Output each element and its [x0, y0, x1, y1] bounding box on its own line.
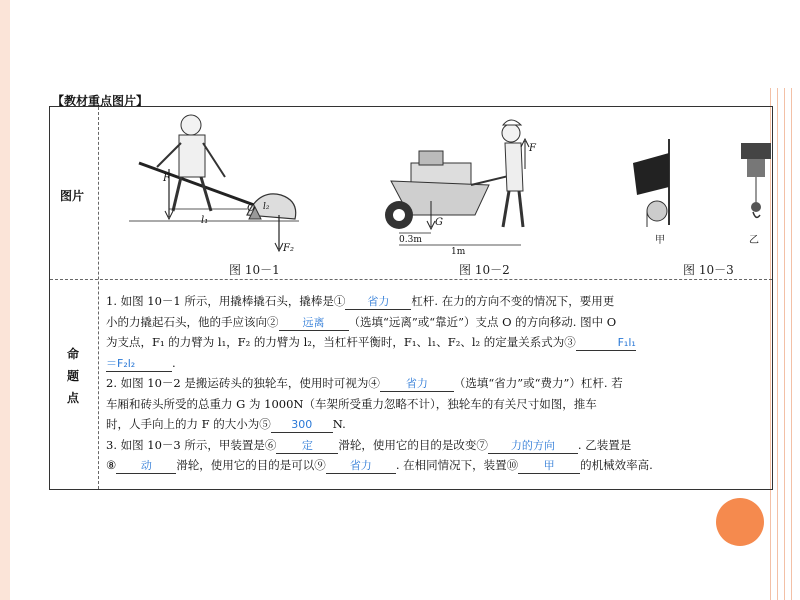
figure-3-caption: 图 10－3: [683, 263, 734, 277]
content-table: [49, 106, 773, 490]
q1-line2: 小的力撬起石头，他的手应该向② 远离 （选填“远离”或“靠近”）支点 O 的方向移动. 图中 O: [106, 314, 617, 329]
answer-5: 300: [271, 417, 333, 433]
q2-line2: 车厢和砖头所受的总重力 G 为 1000N（车架所受重力忽略不计），独轮车的有关尺寸如图，推车: [106, 396, 597, 411]
q2-line3: 时，人手向上的力 F 的大小为⑤ 300 N.: [106, 417, 346, 431]
row-divider: [50, 279, 772, 280]
slide-top-blank: [765, 0, 800, 88]
fig3-label-jia: 甲: [655, 235, 665, 246]
figure-wheelbarrow: [371, 111, 551, 257]
answer-8: 动: [116, 458, 176, 474]
figure-row: [99, 107, 772, 279]
q3-line1: 3. 如图 10－3 所示，甲装置是⑥ 定 滑轮，使用它的目的是改变⑦ 力的方向 . 乙装置是: [106, 437, 632, 452]
answer-9: 省力: [326, 458, 396, 474]
q1-line3: 为支点，F₁ 的力臂为 l₁，F₂ 的力臂为 l₂，当杠杆平衡时，F₁、l₁、F₂、l₂ 的定量关系式为③ F₁l₁: [106, 335, 636, 349]
fig3-label-yi: 乙: [749, 235, 759, 246]
row-label-points: 命 题 点: [66, 347, 79, 405]
right-decor-line: [784, 0, 785, 600]
fig2-label-f: F: [529, 143, 536, 154]
answer-7: 力的方向: [488, 438, 578, 454]
question-points: [106, 291, 766, 476]
q3-line2: ⑧ 动 滑轮，使用它的目的是可以⑨ 省力 . 在相同情况下，装置⑩ 甲 的机械效率高.: [106, 458, 653, 472]
fig1-label-l2: l₂: [263, 202, 270, 212]
fig1-label-f1: F: [163, 173, 170, 184]
answer-10: 甲: [518, 458, 580, 474]
left-decor-band: [0, 0, 10, 600]
answer-6: 定: [276, 438, 338, 454]
decor-orange-circle: [716, 498, 764, 546]
fig2-label-g: G: [435, 217, 443, 228]
answer-2: 远离: [279, 315, 349, 331]
fig2-label-d2: 1m: [451, 247, 466, 257]
figure-1-caption: 图 10－1: [229, 263, 280, 277]
fig2-label-d1: 0.3m: [399, 235, 422, 245]
fig1-label-f2: F₂: [283, 243, 294, 254]
q2-line1: 2. 如图 10－2 是搬运砖头的独轮车，使用时可视为④ 省力 （选填“省力”或“费力”）杠杆. 若: [106, 376, 623, 390]
section-heading: 【教材重点图片】: [52, 94, 149, 108]
figure-2-caption: 图 10－2: [459, 263, 510, 277]
q1-line1: 1. 如图 10－1 所示，用撬棒撬石头，撬棒是① 省力 杠杆. 在力的方向不变的情况下，要用更: [106, 294, 615, 308]
fig1-label-o: O: [247, 203, 256, 214]
answer-3b: ＝F₂l₂: [106, 356, 172, 372]
figure-pulleys: [629, 137, 789, 247]
fig1-label-l1: l₁: [201, 215, 209, 226]
answer-1: 省力: [345, 294, 411, 310]
figure-lever-rock: [129, 111, 309, 259]
right-decor-line: [791, 0, 792, 600]
right-decor-line: [777, 0, 778, 600]
row-label-pictures: 图片: [60, 189, 85, 203]
answer-3a: F₁l₁: [576, 335, 636, 351]
answer-4: 省力: [380, 376, 454, 392]
q1-line4: ＝F₂l₂ .: [106, 355, 176, 370]
